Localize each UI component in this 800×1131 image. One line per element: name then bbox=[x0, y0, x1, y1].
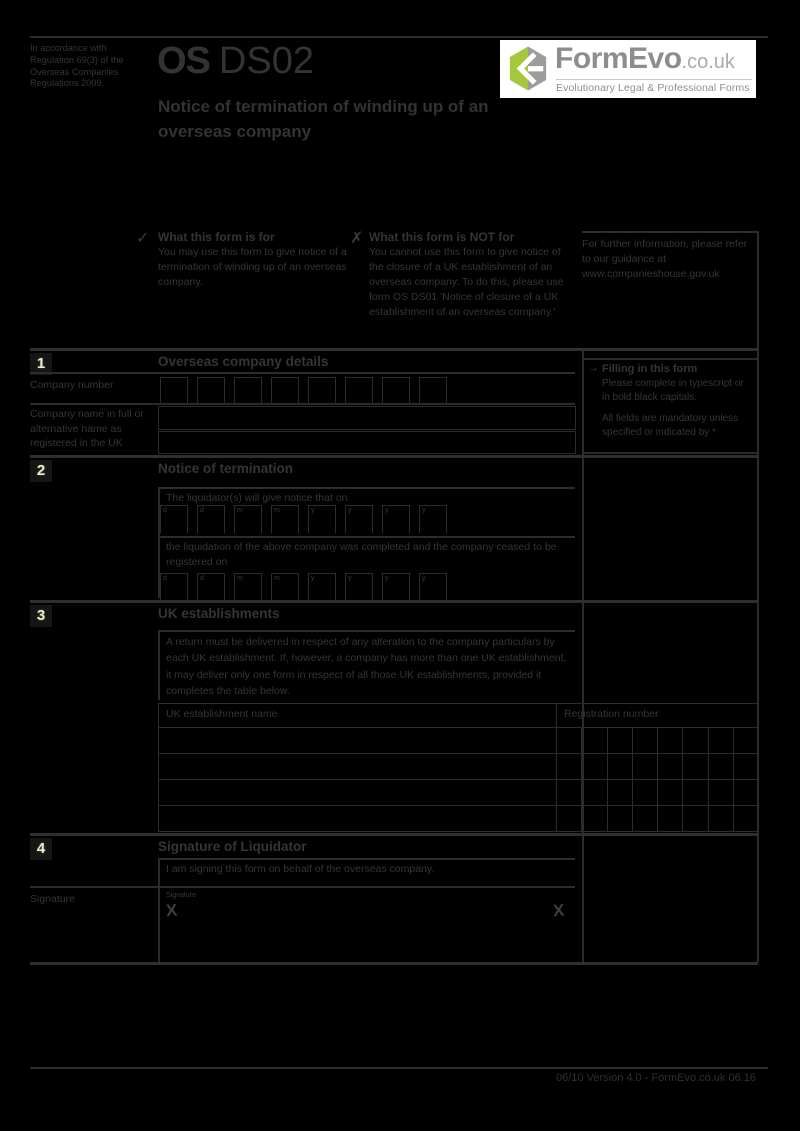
registration-digit-cell[interactable] bbox=[683, 806, 708, 831]
registration-digit-cell[interactable] bbox=[709, 806, 734, 831]
registration-number-cells bbox=[557, 806, 758, 831]
registration-digit-cell[interactable] bbox=[608, 754, 633, 779]
form-code-prefix: OS bbox=[157, 40, 210, 82]
registration-digit-cell[interactable] bbox=[557, 806, 582, 831]
date-letter: d bbox=[200, 575, 204, 582]
date-letter: y bbox=[385, 575, 389, 582]
date-letter: y bbox=[311, 575, 315, 582]
establishments-instructions: A return must be delivered in respect of any alteration to the company particulars by each UK establishment. If, however, a company has more than one UK establishment, it may deliver only one form in respect of all those UK establishments, provided it completes the table below. bbox=[166, 636, 567, 697]
registration-digit-cell[interactable] bbox=[582, 754, 607, 779]
top-divider bbox=[30, 36, 768, 38]
company-number-box[interactable] bbox=[308, 377, 336, 403]
registration-digit-cell[interactable] bbox=[582, 728, 607, 753]
registration-digit-cell[interactable] bbox=[608, 806, 633, 831]
date-box-day[interactable] bbox=[197, 573, 225, 601]
signing-statement: I am signing this form on behalf of the overseas company. bbox=[166, 863, 435, 875]
registration-digit-cell[interactable] bbox=[582, 806, 607, 831]
logo-brand-text: FormEvo bbox=[555, 42, 682, 75]
date-letter: m bbox=[274, 507, 280, 514]
divider bbox=[158, 858, 575, 860]
date-letter: m bbox=[237, 575, 243, 582]
section-4-heading: Signature of Liquidator bbox=[158, 839, 307, 854]
registration-digit-cell[interactable] bbox=[683, 780, 708, 805]
sidebar-left-rule bbox=[582, 350, 584, 962]
signature-field[interactable] bbox=[158, 887, 575, 961]
form-is-for-body: You may use this form to give notice of a termination of winding up of an overseas company. bbox=[158, 246, 347, 288]
liquidator-notice-text: The liquidator(s) will give notice that on bbox=[166, 492, 348, 504]
table-row bbox=[159, 779, 758, 805]
registration-digit-cell[interactable] bbox=[709, 754, 734, 779]
form-code bbox=[157, 40, 314, 83]
date-letter: d bbox=[200, 507, 204, 514]
date-box-year[interactable] bbox=[308, 505, 336, 533]
company-number-box[interactable] bbox=[382, 377, 410, 403]
form-not-for-body: You cannot use this form to give notice of the closure of a UK establishment of an overseas company. To do this, please use form OS DS01 'Notice of closure of a UK establishment of an overseas company.' bbox=[369, 246, 564, 318]
registration-digit-cell[interactable] bbox=[557, 780, 582, 805]
formevo-hexagon-icon bbox=[507, 45, 549, 92]
form-code-suffix: DS02 bbox=[218, 40, 314, 82]
guidance-divider bbox=[582, 231, 757, 233]
section-3-heading: UK establishments bbox=[158, 606, 280, 621]
signature-inner-label: Signature bbox=[166, 892, 196, 899]
section-2-number: 2 bbox=[30, 460, 52, 482]
date-box-year[interactable] bbox=[419, 505, 447, 533]
registration-digit-cell[interactable] bbox=[734, 728, 758, 753]
regulation-note-line: Overseas Companies bbox=[30, 66, 119, 77]
company-number-box[interactable] bbox=[160, 377, 188, 403]
date-box-day[interactable] bbox=[197, 505, 225, 533]
date-box-year[interactable] bbox=[382, 505, 410, 533]
date-box-year[interactable] bbox=[345, 505, 373, 533]
registration-digit-cell[interactable] bbox=[557, 754, 582, 779]
table-row bbox=[159, 753, 758, 779]
logo-wordmark bbox=[555, 42, 735, 76]
company-number-box[interactable] bbox=[271, 377, 299, 403]
form-end-bar bbox=[30, 962, 758, 965]
filling-note-body1: Please complete in typescript or in bold black capitals. bbox=[602, 378, 744, 403]
registration-digit-cell[interactable] bbox=[658, 806, 683, 831]
page-right-rule bbox=[757, 231, 759, 962]
form-is-for-heading: What this form is for bbox=[158, 230, 275, 244]
section-4-bar bbox=[30, 833, 758, 836]
signature-label: Signature bbox=[30, 893, 75, 905]
date-letter: y bbox=[422, 507, 426, 514]
section-4-number: 4 bbox=[30, 838, 52, 860]
section-1-number: 1 bbox=[30, 353, 52, 375]
registration-digit-cell[interactable] bbox=[734, 806, 758, 831]
date-letter: y bbox=[348, 575, 352, 582]
registration-digit-cell[interactable] bbox=[608, 728, 633, 753]
divider bbox=[30, 372, 575, 374]
liquidation-completed-text: the liquidation of the above company was completed and the company ceased to be registered on bbox=[166, 541, 557, 568]
logo-domain-text: .co.uk bbox=[681, 51, 735, 73]
regulation-note-line: In accordance with bbox=[30, 43, 107, 53]
date-letter: d bbox=[163, 575, 167, 582]
registration-digit-cell[interactable] bbox=[658, 728, 683, 753]
registration-digit-cell[interactable] bbox=[582, 780, 607, 805]
registration-digit-cell[interactable] bbox=[633, 806, 658, 831]
filling-note-heading: Filling in this form bbox=[602, 363, 698, 375]
date-letter: y bbox=[422, 575, 426, 582]
divider bbox=[158, 487, 575, 489]
date-letter: m bbox=[274, 575, 280, 582]
signature-x-left-icon: X bbox=[165, 900, 178, 921]
section-1-bar bbox=[30, 348, 758, 351]
regulation-note bbox=[30, 43, 152, 90]
regulation-note-line: Regulation 69(3) of the bbox=[30, 54, 124, 65]
col-header-establishment-name: UK establishment name bbox=[159, 704, 557, 727]
date-letter: y bbox=[311, 507, 315, 514]
registration-digit-cell[interactable] bbox=[734, 754, 758, 779]
divider bbox=[158, 630, 160, 700]
divider bbox=[158, 536, 575, 538]
guidance-text: For further information, please refer to our guidance at www.companieshouse.gov.uk bbox=[582, 238, 748, 280]
note-box-top bbox=[582, 358, 757, 360]
form-not-for-heading: What this form is NOT for bbox=[369, 230, 515, 244]
date-letter: y bbox=[385, 507, 389, 514]
company-number-box[interactable] bbox=[234, 377, 262, 403]
date-box-month[interactable] bbox=[271, 505, 299, 533]
section-1-heading: Overseas company details bbox=[158, 354, 329, 369]
arrow-icon: → bbox=[588, 362, 599, 374]
registration-number-cells bbox=[557, 728, 758, 753]
registration-digit-cell[interactable] bbox=[633, 728, 658, 753]
registration-number-cells bbox=[557, 754, 758, 779]
date-letter: d bbox=[163, 507, 167, 514]
registration-digit-cell[interactable] bbox=[709, 728, 734, 753]
table-header-row bbox=[159, 704, 758, 727]
section-2-heading: Notice of termination bbox=[158, 461, 294, 476]
divider bbox=[30, 403, 575, 405]
registration-digit-cell[interactable] bbox=[709, 780, 734, 805]
registration-digit-cell[interactable] bbox=[633, 754, 658, 779]
registration-digit-cell[interactable] bbox=[557, 728, 582, 753]
company-number-box[interactable] bbox=[345, 377, 373, 403]
date-box-year[interactable] bbox=[345, 573, 373, 601]
date-box-month[interactable] bbox=[234, 573, 262, 601]
establishment-name-cell[interactable] bbox=[159, 754, 557, 779]
section-3-number: 3 bbox=[30, 605, 52, 627]
section-2-bar bbox=[30, 455, 758, 458]
formevo-logo bbox=[500, 40, 756, 98]
date-letter: y bbox=[348, 507, 352, 514]
establishment-name-cell[interactable] bbox=[159, 780, 557, 805]
footer-divider bbox=[30, 1067, 768, 1069]
signature-x-right-icon: X bbox=[552, 900, 565, 921]
registration-digit-cell[interactable] bbox=[658, 780, 683, 805]
date-box-day[interactable] bbox=[160, 573, 188, 601]
note-box-bottom bbox=[582, 452, 757, 454]
filling-note-body2: All fields are mandatory unless specified or indicated by * bbox=[602, 413, 739, 438]
date-box-year[interactable] bbox=[308, 573, 336, 601]
date-box-month[interactable] bbox=[234, 505, 262, 533]
company-name-field[interactable] bbox=[158, 406, 576, 430]
cross-icon: ✗ bbox=[350, 230, 364, 247]
company-number-box[interactable] bbox=[419, 377, 447, 403]
col-header-registration-number: Registration number bbox=[564, 708, 659, 720]
establishment-name-cell[interactable] bbox=[159, 728, 557, 753]
uk-establishments-table bbox=[158, 703, 759, 832]
date-box-year[interactable] bbox=[419, 573, 447, 601]
logo-tagline: Evolutionary Legal & Professional Forms bbox=[556, 79, 752, 94]
table-row bbox=[159, 727, 758, 753]
divider bbox=[158, 630, 575, 632]
registration-number-cells bbox=[557, 780, 758, 805]
company-name-label: Company name in full or alternative name as registered in the UK bbox=[30, 408, 144, 449]
company-number-label: Company number bbox=[30, 379, 114, 391]
date-letter: m bbox=[237, 507, 243, 514]
registration-digit-cell[interactable] bbox=[683, 728, 708, 753]
regulation-note-line: Regulations 2009. bbox=[30, 78, 105, 89]
registration-digit-cell[interactable] bbox=[633, 780, 658, 805]
form-title: Notice of termination of winding up of an overseas company bbox=[158, 97, 489, 141]
establishment-name-cell[interactable] bbox=[159, 806, 557, 831]
registration-digit-cell[interactable] bbox=[658, 754, 683, 779]
registration-digit-cell[interactable] bbox=[734, 780, 758, 805]
date-box-year[interactable] bbox=[382, 573, 410, 601]
table-row bbox=[159, 805, 758, 831]
footer-version-text: 06/10 Version 4.0 - FormEvo.co.uk 06.16 bbox=[556, 1072, 756, 1084]
registration-digit-cell[interactable] bbox=[683, 754, 708, 779]
company-name-alt-field[interactable] bbox=[158, 431, 576, 454]
date-box-month[interactable] bbox=[271, 573, 299, 601]
registration-digit-cell[interactable] bbox=[608, 780, 633, 805]
check-icon: ✓ bbox=[136, 230, 150, 247]
company-number-box[interactable] bbox=[197, 377, 225, 403]
date-box-day[interactable] bbox=[160, 505, 188, 533]
